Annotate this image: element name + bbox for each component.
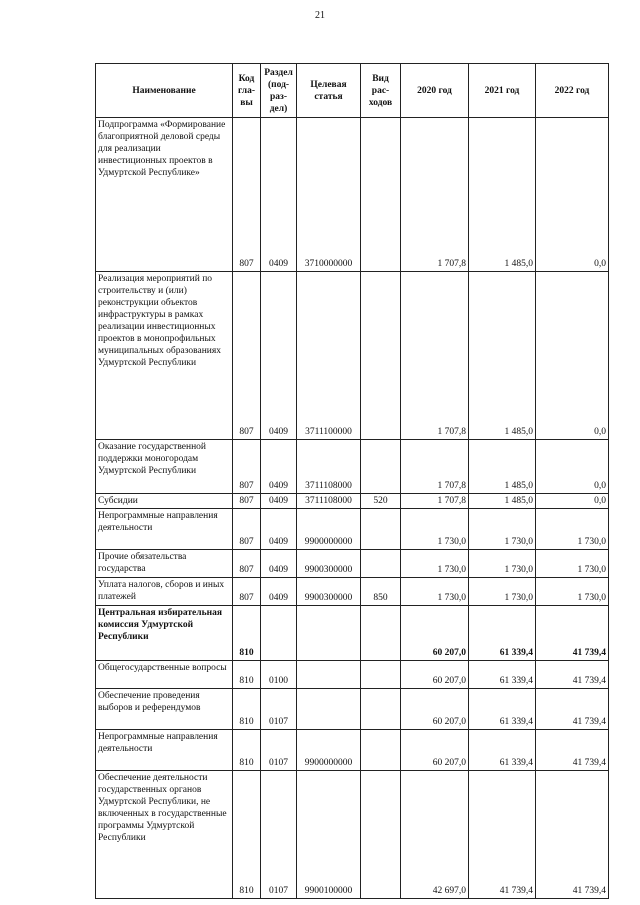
row-2021: 61 339,4 <box>469 606 536 661</box>
row-code: 807 <box>233 272 261 440</box>
row-target: 9900000000 <box>297 509 361 550</box>
row-2021: 61 339,4 <box>469 689 536 730</box>
row-2022: 41 739,4 <box>536 661 609 689</box>
row-2021: 1 730,0 <box>469 509 536 550</box>
row-code: 810 <box>233 689 261 730</box>
row-2022: 0,0 <box>536 272 609 440</box>
table-row <box>96 730 609 771</box>
row-2022: 1 730,0 <box>536 509 609 550</box>
row-name: Реализация мероприятий по строительству и (или) реконструкции объектов инфраструктуры в рамках реализации инвестиционных проектов в монопрофильных муниципальных образованиях Удмуртской Республики <box>96 272 233 440</box>
row-expense: 520 <box>361 494 401 509</box>
row-code: 810 <box>233 661 261 689</box>
row-name: Подпрограмма «Формирование благоприятной деловой среды для реализации инвестиционных проектов в Удмуртской Республике» <box>96 118 233 272</box>
row-target: 9900300000 <box>297 578 361 606</box>
row-target: 9900100000 <box>297 771 361 899</box>
row-2020: 60 207,0 <box>401 661 469 689</box>
row-name: Общегосударственные вопросы <box>96 661 233 689</box>
row-expense <box>361 771 401 899</box>
row-code: 807 <box>233 494 261 509</box>
row-2021: 61 339,4 <box>469 661 536 689</box>
row-2021: 1 485,0 <box>469 440 536 494</box>
row-target: 3711100000 <box>297 272 361 440</box>
row-target <box>297 606 361 661</box>
row-2021: 1 730,0 <box>469 578 536 606</box>
row-2020: 1 730,0 <box>401 509 469 550</box>
row-expense <box>361 272 401 440</box>
row-section: 0409 <box>261 578 297 606</box>
header-code: Код гла-вы <box>233 64 261 118</box>
row-code: 807 <box>233 118 261 272</box>
row-target: 9900000000 <box>297 730 361 771</box>
table-row <box>96 771 609 899</box>
table-row <box>96 661 609 689</box>
row-code: 810 <box>233 730 261 771</box>
row-2022: 41 739,4 <box>536 606 609 661</box>
row-name: Центральная избирательная комиссия Удмуртской Республики <box>96 606 233 661</box>
row-2021: 1 730,0 <box>469 550 536 578</box>
row-section: 0409 <box>261 509 297 550</box>
row-name: Непрограммные направления деятельности <box>96 509 233 550</box>
row-expense <box>361 689 401 730</box>
row-code: 807 <box>233 550 261 578</box>
row-2021: 61 339,4 <box>469 730 536 771</box>
row-2020: 1 730,0 <box>401 550 469 578</box>
row-2020: 1 707,8 <box>401 272 469 440</box>
row-2020: 1 707,8 <box>401 494 469 509</box>
row-section <box>261 606 297 661</box>
row-code: 810 <box>233 771 261 899</box>
table-header-row <box>96 64 609 118</box>
row-target: 3711108000 <box>297 494 361 509</box>
row-2020: 42 697,0 <box>401 771 469 899</box>
row-code: 807 <box>233 440 261 494</box>
row-section: 0409 <box>261 118 297 272</box>
row-2021: 41 739,4 <box>469 771 536 899</box>
row-name: Уплата налогов, сборов и иных платежей <box>96 578 233 606</box>
table-row <box>96 509 609 550</box>
row-target: 9900300000 <box>297 550 361 578</box>
row-target <box>297 689 361 730</box>
row-section: 0107 <box>261 730 297 771</box>
table-row <box>96 440 609 494</box>
row-section: 0107 <box>261 771 297 899</box>
row-expense <box>361 509 401 550</box>
budget-table <box>95 63 609 899</box>
row-2020: 60 207,0 <box>401 606 469 661</box>
row-code: 810 <box>233 606 261 661</box>
row-name: Обеспечение проведения выборов и референдумов <box>96 689 233 730</box>
row-2022: 1 730,0 <box>536 578 609 606</box>
row-name: Непрограммные направления деятельности <box>96 730 233 771</box>
row-section: 0409 <box>261 440 297 494</box>
header-2020: 2020 год <box>401 64 469 118</box>
row-expense <box>361 440 401 494</box>
row-2022: 41 739,4 <box>536 771 609 899</box>
row-name: Обеспечение деятельности государственных органов Удмуртской Республики, не включенных в государственные программы Удмуртской Республики <box>96 771 233 899</box>
row-2022: 0,0 <box>536 494 609 509</box>
row-target: 3710000000 <box>297 118 361 272</box>
table-row <box>96 550 609 578</box>
header-target: Целевая статья <box>297 64 361 118</box>
row-expense <box>361 730 401 771</box>
header-2021: 2021 год <box>469 64 536 118</box>
table-row <box>96 606 609 661</box>
row-2022: 0,0 <box>536 440 609 494</box>
page-number: 21 <box>315 10 325 21</box>
row-name: Прочие обязательства государства <box>96 550 233 578</box>
row-expense: 850 <box>361 578 401 606</box>
header-section: Раздел (под-раз-дел) <box>261 64 297 118</box>
table-row <box>96 494 609 509</box>
row-expense <box>361 550 401 578</box>
row-expense <box>361 118 401 272</box>
row-2021: 1 485,0 <box>469 272 536 440</box>
row-target: 3711108000 <box>297 440 361 494</box>
row-2020: 60 207,0 <box>401 730 469 771</box>
row-code: 807 <box>233 578 261 606</box>
row-2020: 1 707,8 <box>401 118 469 272</box>
header-expense: Вид рас-ходов <box>361 64 401 118</box>
row-section: 0409 <box>261 550 297 578</box>
row-section: 0409 <box>261 272 297 440</box>
table-row <box>96 578 609 606</box>
row-target <box>297 661 361 689</box>
row-name: Субсидии <box>96 494 233 509</box>
row-2022: 41 739,4 <box>536 730 609 771</box>
header-2022: 2022 год <box>536 64 609 118</box>
row-2021: 1 485,0 <box>469 494 536 509</box>
row-2020: 1 730,0 <box>401 578 469 606</box>
row-code: 807 <box>233 509 261 550</box>
row-2020: 60 207,0 <box>401 689 469 730</box>
row-section: 0100 <box>261 661 297 689</box>
table-row <box>96 272 609 440</box>
row-expense <box>361 606 401 661</box>
row-2022: 41 739,4 <box>536 689 609 730</box>
row-2022: 1 730,0 <box>536 550 609 578</box>
row-expense <box>361 661 401 689</box>
table-row <box>96 689 609 730</box>
row-2020: 1 707,8 <box>401 440 469 494</box>
row-section: 0409 <box>261 494 297 509</box>
row-2021: 1 485,0 <box>469 118 536 272</box>
row-2022: 0,0 <box>536 118 609 272</box>
row-section: 0107 <box>261 689 297 730</box>
header-name: Наименование <box>96 64 233 118</box>
row-name: Оказание государственной поддержки моногородам Удмуртской Республики <box>96 440 233 494</box>
table-row <box>96 118 609 272</box>
